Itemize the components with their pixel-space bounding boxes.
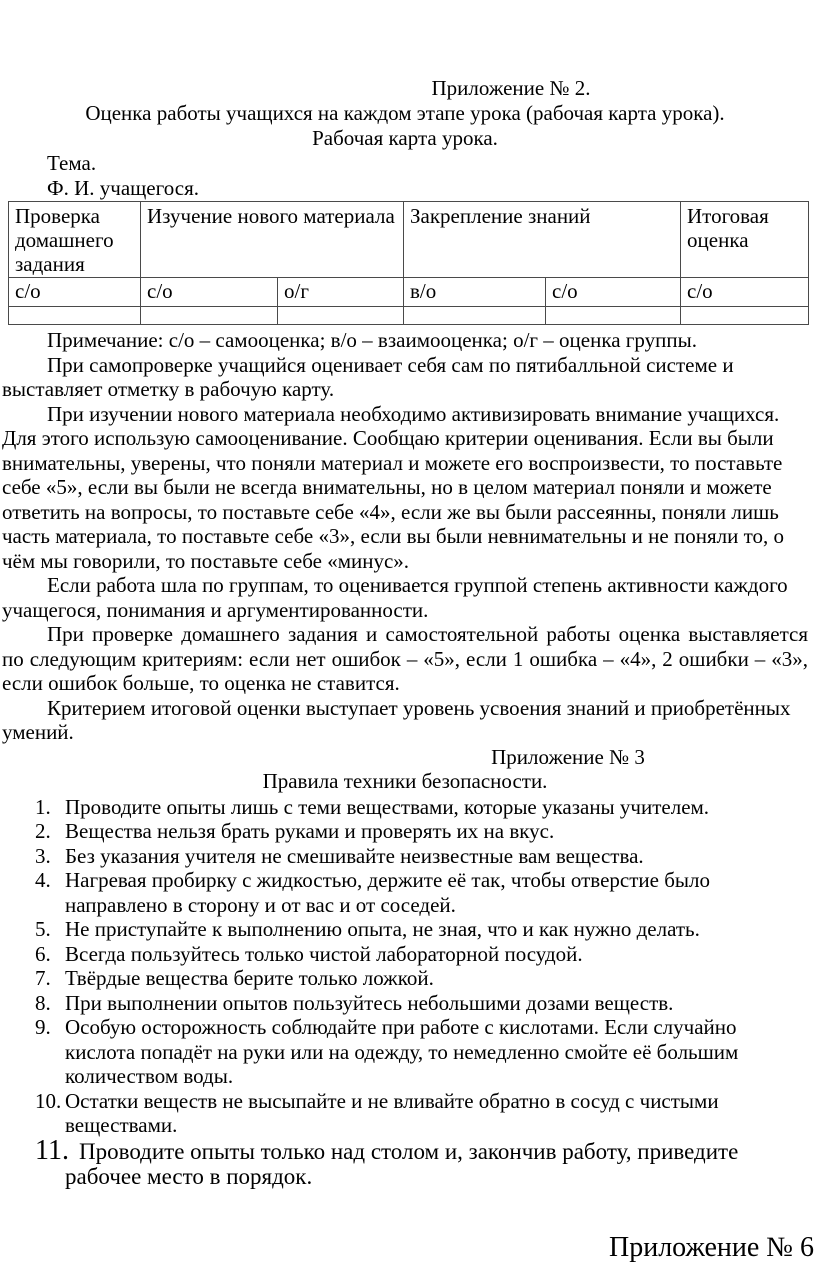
mark-cell: с/о xyxy=(681,278,809,307)
empty-cell xyxy=(9,307,141,325)
rule-text: Проводите опыты только над столом и, закончив работу, приведите рабочее место в порядок. xyxy=(65,1138,739,1189)
rule-number: 2. xyxy=(35,819,51,843)
rule-item xyxy=(2,795,808,820)
rule-text: Вещества нельзя брать руками и проверять их на вкус. xyxy=(65,819,555,843)
rule-number: 5. xyxy=(35,917,51,941)
rule-text: Остатки веществ не высыпайте и не вливайте обратно в сосуд с чистыми веществами. xyxy=(65,1088,719,1137)
rule-number: 1. xyxy=(35,794,51,819)
appendix2-header xyxy=(2,76,808,201)
table-empty-row xyxy=(9,307,809,325)
rule-item xyxy=(2,991,808,1016)
rule-item xyxy=(2,1015,808,1089)
appendix3-title: Приложение № 3 xyxy=(491,744,645,769)
table-marks-row xyxy=(9,278,809,307)
empty-cell xyxy=(404,307,546,325)
rule-text: Твёрдые вещества берите только ложкой. xyxy=(65,966,434,990)
note-paragraph: Примечание: с/о – самооценка; в/о – взаимооценка; о/г – оценка группы. xyxy=(47,328,697,352)
table-header-row xyxy=(9,202,809,278)
rule-number: 3. xyxy=(35,843,51,868)
mark-cell: с/о xyxy=(141,278,278,307)
rule-text: Проводите опыты лишь с теми веществами, которые указаны учителем. xyxy=(65,794,710,819)
theme-label: Тема. xyxy=(47,151,97,175)
paragraph: При изучении нового материала необходимо активизировать внимание учащихся. Для этого использую самооценивание. Сообщаю критерии оценивания. Если вы были внимательны, уверены, что поняли материал и можете его воспроизвести, то поставьте себе «5», если вы были не всегда внимательны, но в целом материал поняли и можете ответить на вопросы, то поставьте себе «4», если же вы были рассеянны, поняли лишь часть материала, то поставьте себе «3», если вы были невнимательны и не поняли то, о чём мы говорили, то поставьте себе «минус». xyxy=(2,401,784,573)
safety-rules-list xyxy=(2,795,808,1189)
paragraph: Если работа шла по группам, то оценивается группой степень активности каждого учащегося, понимания и аргументированности. xyxy=(2,573,788,622)
mark-cell: с/о xyxy=(9,278,141,307)
rule-number: 11. xyxy=(35,1134,69,1166)
rule-number: 8. xyxy=(35,990,51,1015)
rule-item xyxy=(2,819,808,844)
empty-cell xyxy=(141,307,278,325)
empty-cell xyxy=(546,307,681,325)
rule-number: 7. xyxy=(35,966,51,990)
rule-number: 6. xyxy=(35,941,51,966)
safety-rules-title: Правила техники безопасности. xyxy=(262,769,548,793)
header-final-mark: Итоговая оценка xyxy=(681,202,809,278)
rule-number: 9. xyxy=(35,1015,51,1039)
header-homework-check: Проверка домашнего задания xyxy=(9,202,141,278)
appendix2-title: Приложение № 2. xyxy=(431,76,591,100)
empty-cell xyxy=(681,307,809,325)
mark-cell: в/о xyxy=(404,278,546,307)
work-card-table xyxy=(8,201,809,325)
rule-text: Не приступайте к выполнению опыта, не зная, что и как нужно делать. xyxy=(65,917,700,941)
header-new-material: Изучение нового материала xyxy=(141,202,404,278)
header-knowledge-consolidation: Закрепление знаний xyxy=(404,202,681,278)
rule-item xyxy=(2,917,808,942)
mark-cell: с/о xyxy=(546,278,681,307)
empty-cell xyxy=(278,307,404,325)
rule-item xyxy=(2,844,808,869)
appendix2-subtitle: Оценка работы учащихся на каждом этапе урока (рабочая карта урока). xyxy=(85,101,725,125)
mark-cell: о/г xyxy=(278,278,404,307)
rule-item xyxy=(2,942,808,967)
rule-text: Всегда пользуйтесь только чистой лабораторной посудой. xyxy=(65,941,583,966)
rule-text: Нагревая пробирку с жидкостью, держите её так, чтобы отверстие было направлено в сторону и от вас и от соседей. xyxy=(65,868,710,917)
rule-number: 4. xyxy=(35,868,51,892)
rule-number: 10. xyxy=(35,1088,62,1113)
work-card-subtitle: Рабочая карта урока. xyxy=(312,126,498,150)
rule-item xyxy=(2,868,808,917)
rule-item xyxy=(2,966,808,991)
rule-item xyxy=(2,1134,808,1189)
paragraph: При проверке домашнего задания и самостоятельной работы оценка выставляется по следующим критериям: если нет ошибок – «5», если 1 ошибка – «4», 2 ошибки – «3», если ошибок больше, то оценка не ставится. xyxy=(2,622,808,695)
rule-text: При выполнении опытов пользуйтесь небольшими дозами веществ. xyxy=(65,990,674,1015)
rule-text: Особую осторожность соблюдайте при работе с кислотами. Если случайно кислота попадёт на руки или на одежду, то немедленно смойте её большим количеством воды. xyxy=(65,1015,739,1088)
appendix6-title: Приложение № 6 xyxy=(609,1231,814,1263)
rule-item xyxy=(2,1089,808,1138)
paragraph: При самопроверке учащийся оценивает себя сам по пятибалльной системе и выставляет отметку в рабочую карту. xyxy=(2,352,734,401)
paragraph: Критерием итоговой оценки выступает уровень усвоения знаний и приобретённых умений. xyxy=(2,695,791,744)
rule-text: Без указания учителя не смешивайте неизвестные вам вещества. xyxy=(65,843,644,868)
body-paragraphs xyxy=(2,328,808,745)
student-name-label: Ф. И. учащегося. xyxy=(47,176,199,200)
